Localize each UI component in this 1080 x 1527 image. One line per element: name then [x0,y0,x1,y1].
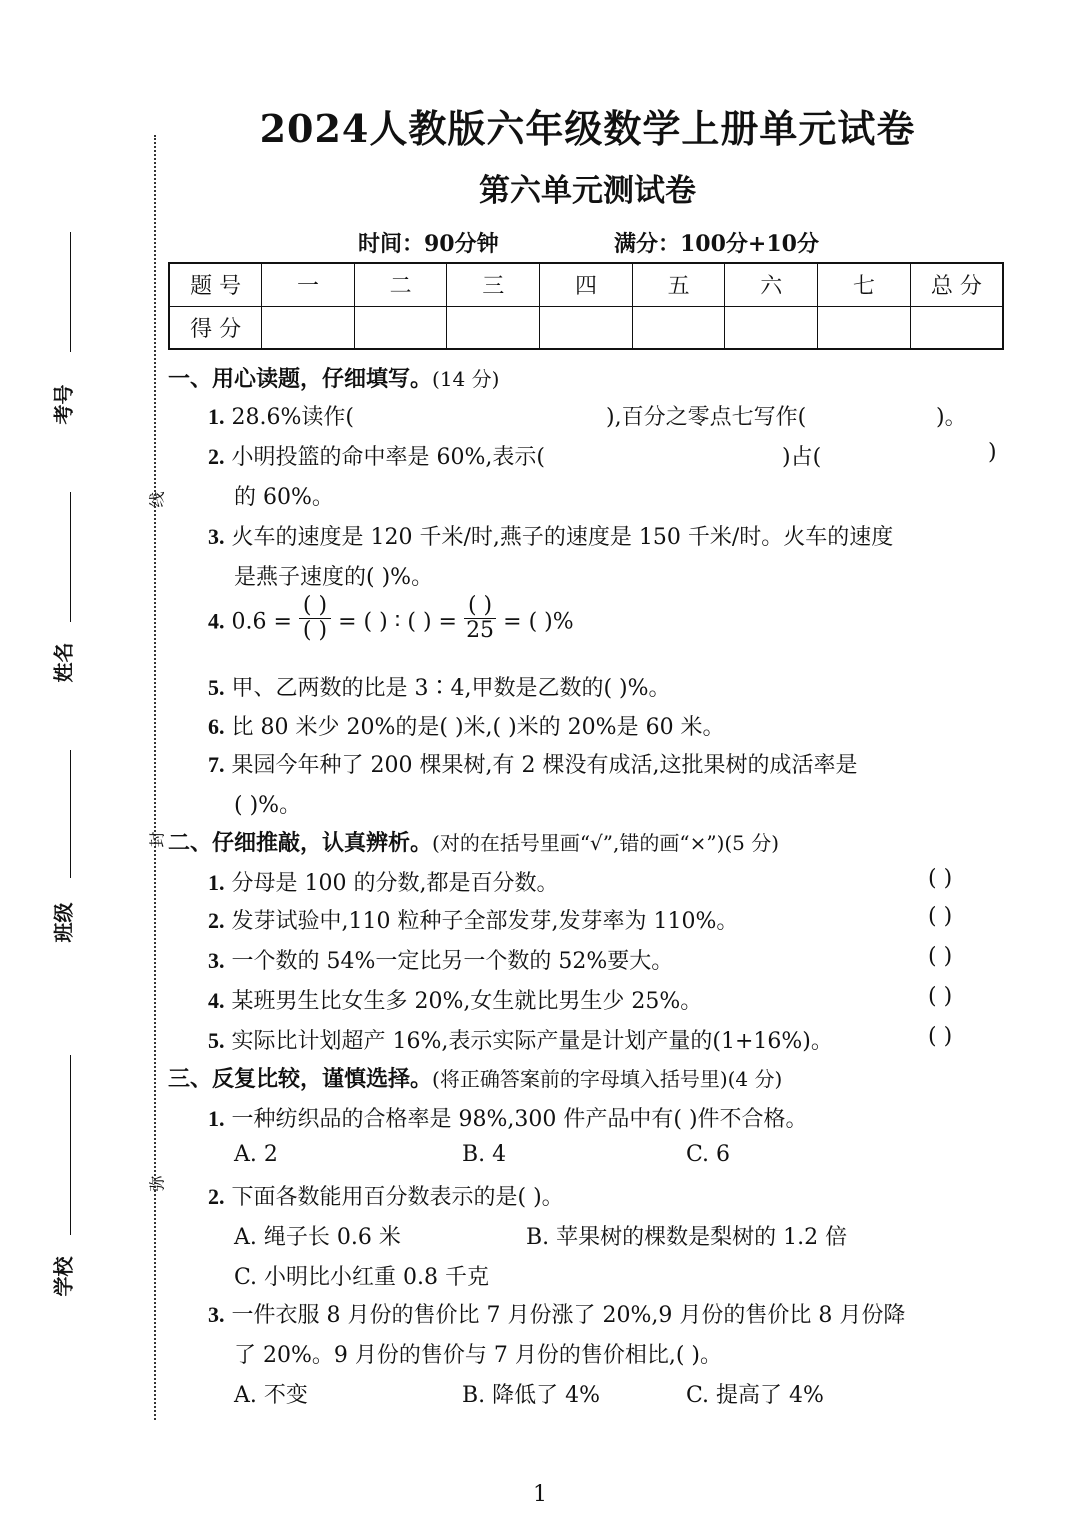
score-header-cell: 三 [447,263,540,306]
option-c: C. 提高了 4% [686,1383,824,1408]
option-c: C. 6 [686,1142,731,1167]
option-b: B. 4 [462,1142,507,1167]
s1-q1-part2: ),百分之零点七写作( [606,405,807,430]
score-header-cell: 四 [540,263,633,306]
page-subtitle: 第六单元测试卷 [479,173,696,209]
s1-q7-line2: ( )%。 [234,793,302,818]
score-cell[interactable] [725,306,818,349]
s3-question-3: 3. 一件衣服 8 月份的售价比 7 月份涨了 20%,9 月份的售价比 8 月份降 [208,1302,906,1328]
option-a: A. 不变 [234,1383,308,1408]
page-title: 2024人教版六年级数学上册单元试卷 [259,106,916,151]
section1-heading: 一、用心读题，仔细填写。(14 分) [168,366,500,392]
s1-question-1: 1. 28.6%读作( [208,404,354,430]
score-cell[interactable] [818,306,911,349]
score-table-header-row [169,263,1003,306]
score-header-cell: 二 [354,263,447,306]
score-table [168,262,1004,350]
s1-q1-part3: )。 [936,405,967,430]
score-cell[interactable] [540,306,633,349]
score-table-score-row [169,306,1003,349]
score-header-cell: 题 号 [169,263,262,306]
option-b: B. 苹果树的棵数是梨树的 1.2 倍 [526,1225,848,1250]
exam-full-score: 满分：100分+10分 [614,231,819,257]
option-a: A. 绳子长 0.6 米 [234,1225,401,1250]
s1-question-6: 6. 比 80 米少 20%的是( )米,( )米的 20%是 60 米。 [208,714,725,740]
s1-q2-part3: ) [988,440,997,465]
exam-number-line[interactable] [70,232,71,352]
score-cell[interactable] [910,306,1003,349]
s2-question-2: 2. 发芽试验中,110 粒种子全部发芽,发芽率为 110%。 [208,908,739,934]
fraction-2: $\frac{( )}{25}$ [464,594,496,643]
answer-bracket[interactable]: ( ) [928,904,953,929]
s1-question-2: 2. 小明投篮的命中率是 60%,表示( [208,444,545,470]
answer-bracket[interactable]: ( ) [928,944,953,969]
option-c: C. 小明比小红重 0.8 千克 [234,1265,490,1290]
exam-time: 时间：90分钟 [358,231,499,257]
s3-question-2: 2. 下面各数能用百分数表示的是( )。 [208,1184,564,1210]
score-cell[interactable] [262,306,355,349]
cut-mark-seal: 封 [147,831,167,848]
answer-bracket[interactable]: ( ) [928,984,953,1009]
s2-question-5: 5. 实际比计划超产 16%,表示实际产量是计划产量的(1+16%)。 [208,1028,833,1054]
s3-q3-line2: 了 20%。9 月份的售价与 7 月份的售价相比,( )。 [234,1343,723,1368]
school-label: 学校 [51,1256,76,1297]
class-label: 班级 [51,902,76,943]
name-line[interactable] [70,492,71,622]
s1-question-5: 5. 甲、乙两数的比是 3∶4,甲数是乙数的( )%。 [208,675,671,701]
score-cell[interactable] [447,306,540,349]
exam-number-label: 考号 [51,384,76,425]
score-header-cell: 五 [632,263,725,306]
score-header-cell: 总 分 [910,263,1003,306]
s3-question-1: 1. 一种纺织品的合格率是 98%,300 件产品中有( )件不合格。 [208,1106,808,1132]
s1-question-4: 4. 0.6 = $\frac{( )}{( )}$ = ( ) ∶ ( ) = $\frac{( )}{25}$ = ( )% [208,593,574,643]
score-cell[interactable] [354,306,447,349]
name-label: 姓名 [51,642,76,683]
option-a: A. 2 [234,1142,278,1167]
cut-mark-mi: 弥 [147,1175,167,1192]
score-row-label: 得 分 [169,306,262,349]
score-header-cell: 六 [725,263,818,306]
s1-q3-line2: 是燕子速度的( )%。 [234,565,434,590]
s1-question-7: 7. 果园今年种了 200 棵果树,有 2 棵没有成活,这批果树的成活率是 [208,752,858,778]
binding-dotted-line [154,135,156,1420]
class-line[interactable] [70,750,71,878]
s1-q2-line2: 的 60%。 [234,485,334,510]
score-header-cell: 七 [818,263,911,306]
s1-q2-part2: )占( [782,445,822,470]
school-line[interactable] [70,1055,71,1235]
s1-question-3: 3. 火车的速度是 120 千米/时,燕子的速度是 150 千米/时。火车的速度 [208,524,894,550]
page-number: 1 [533,1482,547,1507]
answer-bracket[interactable]: ( ) [928,866,953,891]
fraction-1: $\frac{( )}{( )}$ [299,594,331,643]
answer-bracket[interactable]: ( ) [928,1024,953,1049]
option-b: B. 降低了 4% [462,1383,601,1408]
score-cell[interactable] [632,306,725,349]
section3-heading: 三、反复比较，谨慎选择。(将正确答案前的字母填入括号里)(4 分) [168,1066,783,1092]
score-header-cell: 一 [262,263,355,306]
s2-question-3: 3. 一个数的 54%一定比另一个数的 52%要大。 [208,948,674,974]
section2-heading: 二、仔细推敲，认真辨析。(对的在括号里画“√”,错的画“×”)(5 分) [168,830,780,856]
cut-mark-line: 线 [147,491,167,508]
s2-question-4: 4. 某班男生比女生多 20%,女生就比男生少 25%。 [208,988,703,1014]
s2-question-1: 1. 分母是 100 的分数,都是百分数。 [208,870,559,896]
